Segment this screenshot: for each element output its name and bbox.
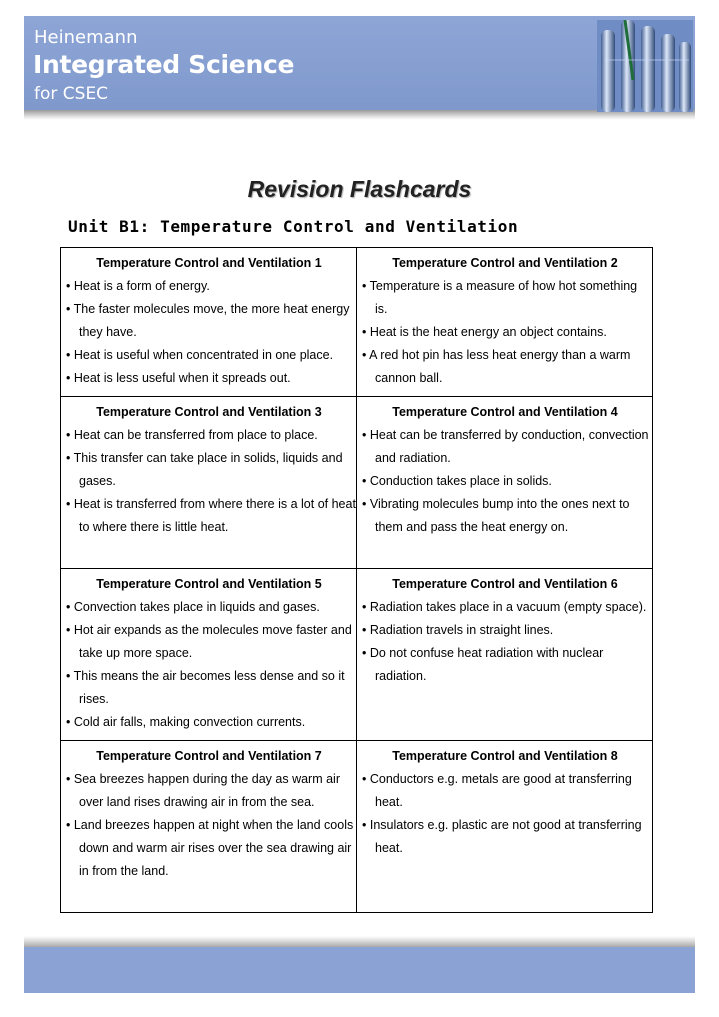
card-point: • Cold air falls, making convection currents.	[66, 715, 306, 729]
card-point: • Insulators e.g. plastic are not good at transferring heat.	[362, 818, 642, 855]
card-point: • The faster molecules move, the more heat energy they have.	[66, 302, 350, 339]
card-title: Temperature Control and Ventilation 7	[96, 749, 322, 763]
card-point: • Temperature is a measure of how hot something is.	[362, 279, 638, 316]
card-title: Temperature Control and Ventilation 6	[392, 577, 618, 591]
card-title: Temperature Control and Ventilation 8	[392, 749, 618, 763]
card-point: • A red hot pin has less heat energy than a warm cannon ball.	[362, 348, 631, 385]
flashcard-5	[61, 569, 357, 741]
flashcard-4	[357, 397, 653, 569]
flashcard-1	[61, 248, 357, 397]
card-title: Temperature Control and Ventilation 5	[96, 577, 322, 591]
card-point: • Conductors e.g. metals are good at transferring heat.	[362, 772, 632, 809]
series-title: Integrated Science	[33, 50, 295, 79]
card-point: • Heat can be transferred by conduction, convection and radiation.	[362, 428, 649, 465]
card-title: Temperature Control and Ventilation 3	[96, 405, 322, 419]
card-title: Temperature Control and Ventilation 1	[96, 256, 322, 270]
card-title: Temperature Control and Ventilation 4	[392, 405, 618, 419]
card-point: • This means the air becomes less dense and so it rises.	[66, 669, 345, 706]
card-point: • Do not confuse heat radiation with nuclear radiation.	[362, 646, 604, 683]
card-point: • Heat is less useful when it spreads out.	[66, 371, 291, 385]
card-point: • This transfer can take place in solids, liquids and gases.	[66, 451, 343, 488]
page-title: Revision Flashcards	[247, 176, 472, 202]
header-shadow	[24, 110, 695, 120]
footer-banner	[24, 947, 695, 993]
card-point: • Heat is transferred from where there is a lot of heat to where there is little heat.	[66, 497, 356, 534]
unit-heading: Unit B1: Temperature Control and Ventilation	[68, 217, 519, 236]
card-point: • Heat can be transferred from place to place.	[66, 428, 318, 442]
card-point: • Radiation travels in straight lines.	[362, 623, 554, 637]
card-point: • Heat is a form of energy.	[66, 279, 210, 293]
card-point: • Land breezes happen at night when the land cools down and warm air rises over the sea drawing air in from the land.	[66, 818, 354, 878]
test-tubes-image	[597, 20, 693, 112]
flashcard-3	[61, 397, 357, 569]
card-point: • Radiation takes place in a vacuum (empty space).	[362, 600, 647, 614]
card-point: • Conduction takes place in solids.	[362, 474, 552, 488]
flashcard-8	[357, 741, 653, 913]
flashcard-2	[357, 248, 653, 397]
flashcard-grid	[60, 247, 653, 913]
card-point: • Convection takes place in liquids and gases.	[66, 600, 320, 614]
card-title: Temperature Control and Ventilation 2	[392, 256, 618, 270]
card-point: • Heat is useful when concentrated in one place.	[66, 348, 334, 362]
card-point: • Sea breezes happen during the day as warm air over land rises drawing air in from the sea.	[66, 772, 340, 809]
card-point: • Vibrating molecules bump into the ones next to them and pass the heat energy on.	[362, 497, 630, 534]
publisher-name: Heinemann	[34, 27, 138, 48]
flashcard-7	[61, 741, 357, 913]
level-label: for CSEC	[34, 84, 109, 104]
card-point: • Hot air expands as the molecules move faster and take up more space.	[66, 623, 352, 660]
flashcard-6	[357, 569, 653, 741]
card-point: • Heat is the heat energy an object contains.	[362, 325, 607, 339]
